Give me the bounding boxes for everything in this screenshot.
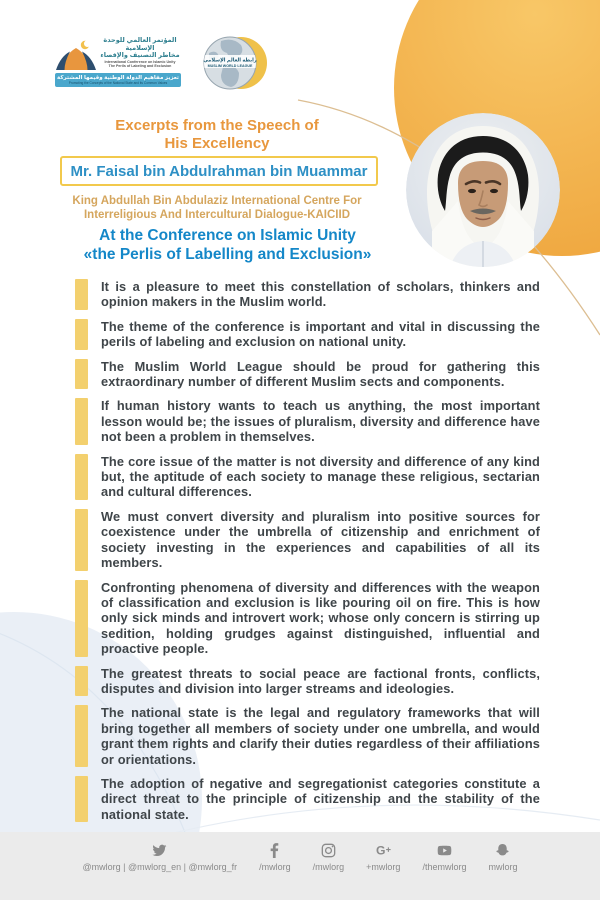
social-handle: /mwlorg: [312, 862, 345, 872]
instagram-social-link[interactable]: [313, 843, 345, 872]
speaker-affiliation: [17, 194, 417, 222]
youtube-icon: [436, 843, 453, 858]
bullet-bar: [75, 666, 88, 697]
bullet-bar: [75, 705, 88, 767]
logo-arabic-subtitle: مخاطر التصنيف والإقصاء: [100, 52, 180, 59]
svg-text:رابطة العالم الإسلامي: رابطة العالم الإسلامي: [203, 57, 257, 64]
speaker-name-box: [60, 156, 378, 186]
paragraph-text: The core issue of the matter is not diversity and difference of any kind but, the aptitude of each society to manage these religious, sectarian and cultural differences.: [101, 453, 540, 500]
snapchat-icon: [494, 843, 511, 858]
speech-paragraph: [75, 398, 540, 444]
bullet-bar: [75, 580, 88, 657]
paragraph-text: We must convert diversity and pluralism into positive sources for coexistence under the umbrella of citizenship and enrichment of society investing in the experiences and capabilities of all its members.: [101, 508, 540, 571]
social-handle: @mwlorg | @mwlorg_en | @mwlorg_fr: [82, 862, 238, 872]
conference-logo: [55, 36, 181, 94]
facebook-social-link[interactable]: [259, 843, 291, 872]
instagram-icon: [320, 843, 337, 858]
speaker-photo: [406, 113, 560, 267]
speech-paragraph: [75, 776, 540, 822]
affiliation-line-1: King Abdullah Bin Abdulaziz International Centre For: [72, 195, 362, 207]
speech-paragraph: [75, 705, 540, 767]
bullet-bar: [75, 279, 88, 310]
paragraph-text: The Muslim World League should be proud for gathering this extraordinary number of different Muslim sects and components.: [101, 358, 540, 390]
svg-text:G: G: [375, 843, 386, 858]
speech-paragraph: [75, 580, 540, 657]
page-title: [17, 117, 417, 152]
speech-paragraph: [75, 509, 540, 571]
social-handle: +mwlorg: [366, 862, 401, 872]
title-line-1: Excerpts from the Speech of: [115, 117, 319, 134]
bullet-bar: [75, 776, 88, 822]
logo-banner-arabic: تعزيز مفاهيم الدولة الوطنية وقيمها المشتركة: [57, 74, 179, 81]
conference-line-2: «the Perlis of Labelling and Exclusion»: [83, 245, 372, 263]
paragraph-text: The theme of the conference is important and vital in discussing the perils of labeling and exclusion on national unity.: [101, 318, 540, 350]
social-handle: /mwlorg: [259, 862, 291, 872]
google-plus-social-link[interactable]: [366, 843, 400, 872]
google-plus-icon: [375, 843, 392, 858]
logo-english-subtitle: The Perils of Labeling and Exclusion: [108, 64, 172, 69]
speech-paragraph: [75, 359, 540, 390]
bullet-bar: [75, 319, 88, 350]
bullet-bar: [75, 359, 88, 390]
affiliation-line-2: Interreligious And Intercultural Dialogue-KAICIID: [83, 209, 350, 221]
paragraph-text: The greatest threats to social peace are factional fronts, conflicts, disputes and division into larger streams and ideologies.: [101, 665, 540, 696]
bullet-bar: [75, 398, 88, 444]
social-footer: [0, 832, 600, 900]
mosque-icon: [55, 39, 97, 75]
social-handle: mwlorg: [488, 862, 518, 872]
speech-paragraph: [75, 454, 540, 500]
speaker-portrait-illustration: [406, 113, 560, 267]
social-handle: /themwlorg: [422, 862, 467, 872]
twitter-icon: [151, 843, 168, 858]
logo-banner: [55, 73, 181, 87]
conference-line-1: At the Conference on Islamic Unity: [99, 227, 356, 244]
speaker-name: Mr. Faisal bin Abdulrahman bin Muammar: [70, 162, 368, 180]
title-line-2: His Excellency: [164, 134, 270, 152]
logo-english-title: International Conference on Islamic Unity: [104, 59, 176, 64]
svg-text:MUSLIM WORLD LEAGUE: MUSLIM WORLD LEAGUE: [207, 63, 253, 68]
paragraph-text: Confronting phenomena of diversity and differences with the weapon of classification and exclusion is like pouring oil on fire. This is how only sick minds and introvert work; whose only concern is stirring up sedition, holding grudges against distinguished, influential and proactive people.: [101, 579, 540, 657]
twitter-social-link[interactable]: [83, 843, 238, 872]
speech-body: [75, 279, 540, 822]
muslim-world-league-logo: [193, 33, 273, 93]
conference-heading: [20, 227, 435, 264]
bullet-bar: [75, 454, 88, 500]
paragraph-text: The national state is the legal and regulatory frameworks that will bring together all members of society under one umbrella, and would grant them rights and clarify their duties regardless of their affiliations or orientations.: [101, 705, 540, 767]
logo-arabic-title: المؤتمر العالمي للوحدة الإسلامية: [103, 37, 177, 52]
paragraph-text: If human history wants to teach us anything, the most important lesson would be; the issues of pluralism, diversity and difference have not been a problem in themselves.: [101, 398, 540, 445]
facebook-icon: [266, 843, 283, 858]
globe-crescent-icon: [193, 33, 273, 93]
youtube-social-link[interactable]: [422, 843, 466, 872]
paragraph-text: It is a pleasure to meet this constellation of scholars, thinkers and opinion makers in the Muslim world.: [101, 279, 540, 310]
speech-paragraph: [75, 279, 540, 310]
paragraph-text: The adoption of negative and segregationist categories constitute a direct threat to the principle of citizenship and the stability of the national state.: [101, 775, 540, 822]
snapchat-social-link[interactable]: [488, 843, 517, 872]
logo-banner-english: Promoting the Concepts of the National State and its Common Values: [68, 81, 168, 86]
speech-paragraph: [75, 319, 540, 350]
bullet-bar: [75, 509, 88, 571]
speech-paragraph: [75, 666, 540, 697]
